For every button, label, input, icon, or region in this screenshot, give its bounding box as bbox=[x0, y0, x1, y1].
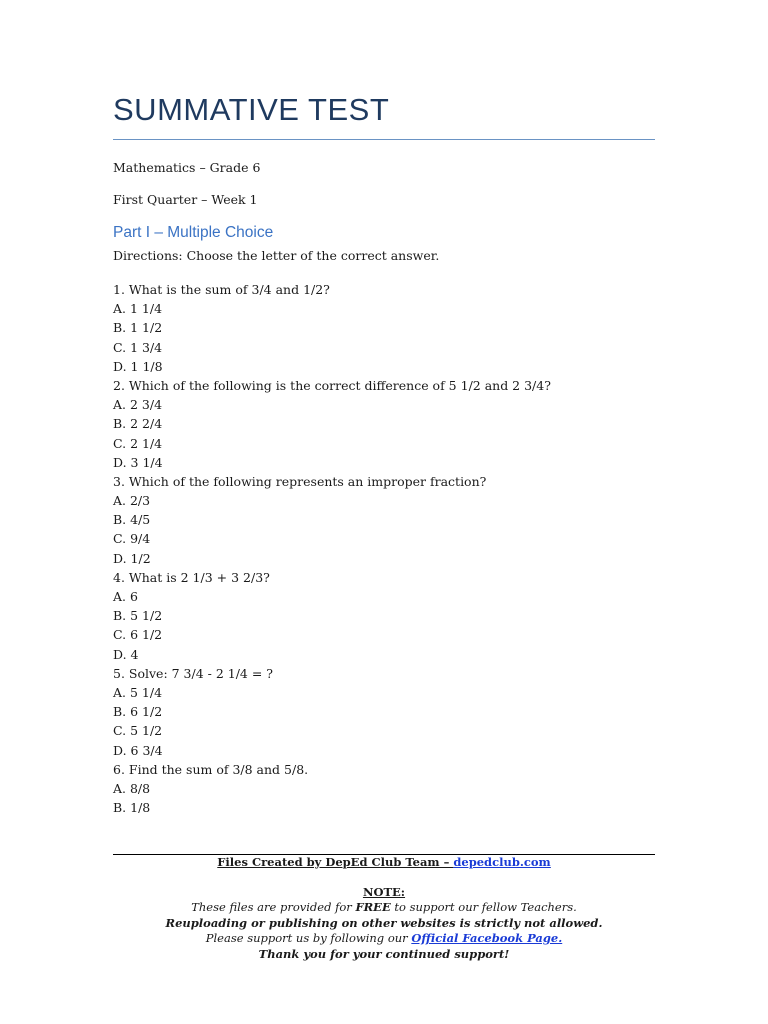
answer-option: D. 3 1/4 bbox=[113, 454, 163, 470]
question-text: 5. Solve: 7 3/4 - 2 1/4 = ? bbox=[113, 665, 274, 681]
footer-credit bbox=[113, 855, 655, 871]
footer-line1-bold: FREE bbox=[355, 900, 391, 914]
answer-option: A. 6 bbox=[113, 589, 138, 604]
quarter-line: First Quarter – Week 1 bbox=[113, 192, 258, 207]
answer-option: A. 8/8 bbox=[113, 780, 151, 796]
answer-option: A. 2/3 bbox=[113, 493, 151, 509]
document-title: SUMMATIVE TEST bbox=[113, 92, 390, 127]
question-text: 3. Which of the following represents an improper fraction? bbox=[113, 473, 487, 489]
answer-option: C. 6 1/2 bbox=[113, 627, 163, 643]
footer-line1-post: to support our fellow Teachers. bbox=[390, 900, 577, 914]
footer-note-label: NOTE: bbox=[362, 884, 406, 899]
footer-credit-text: Files Created by DepEd Club Team – bbox=[217, 855, 454, 869]
subject-line: Mathematics – Grade 6 bbox=[113, 160, 261, 175]
facebook-page-link[interactable]: Official Facebook Page. bbox=[411, 931, 563, 945]
question-text: 1. What is the sum of 3/4 and 1/2? bbox=[113, 282, 330, 297]
footer-note-line-4: Thank you for your continued support! bbox=[258, 946, 510, 961]
question-list bbox=[113, 280, 551, 817]
answer-option: C. 9/4 bbox=[113, 531, 151, 547]
footer-line3-pre: Please support us by following our bbox=[205, 931, 412, 945]
question-text: 4. What is 2 1/3 + 3 2/3? bbox=[113, 569, 270, 585]
answer-option: C. 5 1/2 bbox=[113, 723, 163, 739]
footer-note-line-2: Reuploading or publishing on other websites is strictly not allowed. bbox=[165, 915, 603, 930]
answer-option: A. 2 3/4 bbox=[113, 397, 163, 413]
footer-note-line-3 bbox=[113, 931, 655, 947]
answer-option: A. 1 1/4 bbox=[113, 301, 163, 317]
answer-option: A. 5 1/4 bbox=[113, 684, 163, 700]
answer-option: B. 2 2/4 bbox=[113, 416, 163, 432]
footer-line1-pre: These files are provided for bbox=[191, 900, 356, 914]
part-heading: Part I – Multiple Choice bbox=[113, 224, 274, 241]
answer-option: C. 2 1/4 bbox=[113, 435, 163, 451]
answer-option: D. 6 3/4 bbox=[113, 742, 163, 758]
question-text: 2. Which of the following is the correct difference of 5 1/2 and 2 3/4? bbox=[113, 377, 551, 393]
directions-text: Directions: Choose the letter of the correct answer. bbox=[113, 248, 440, 263]
answer-option: C. 1 3/4 bbox=[113, 339, 163, 355]
footer-note-line-1 bbox=[113, 900, 655, 916]
answer-option: B. 5 1/2 bbox=[113, 608, 163, 624]
answer-option: D. 1/2 bbox=[113, 550, 151, 566]
answer-option: B. 1/8 bbox=[113, 800, 151, 816]
answer-option: B. 6 1/2 bbox=[113, 704, 163, 720]
answer-option: B. 1 1/2 bbox=[113, 320, 163, 336]
answer-option: B. 4/5 bbox=[113, 512, 151, 528]
answer-option: D. 1 1/8 bbox=[113, 358, 163, 374]
answer-option: D. 4 bbox=[113, 646, 139, 662]
title-underline bbox=[113, 139, 655, 140]
footer bbox=[113, 855, 655, 962]
question-text: 6. Find the sum of 3/8 and 5/8. bbox=[113, 761, 309, 777]
depedclub-link[interactable]: depedclub.com bbox=[453, 855, 551, 869]
